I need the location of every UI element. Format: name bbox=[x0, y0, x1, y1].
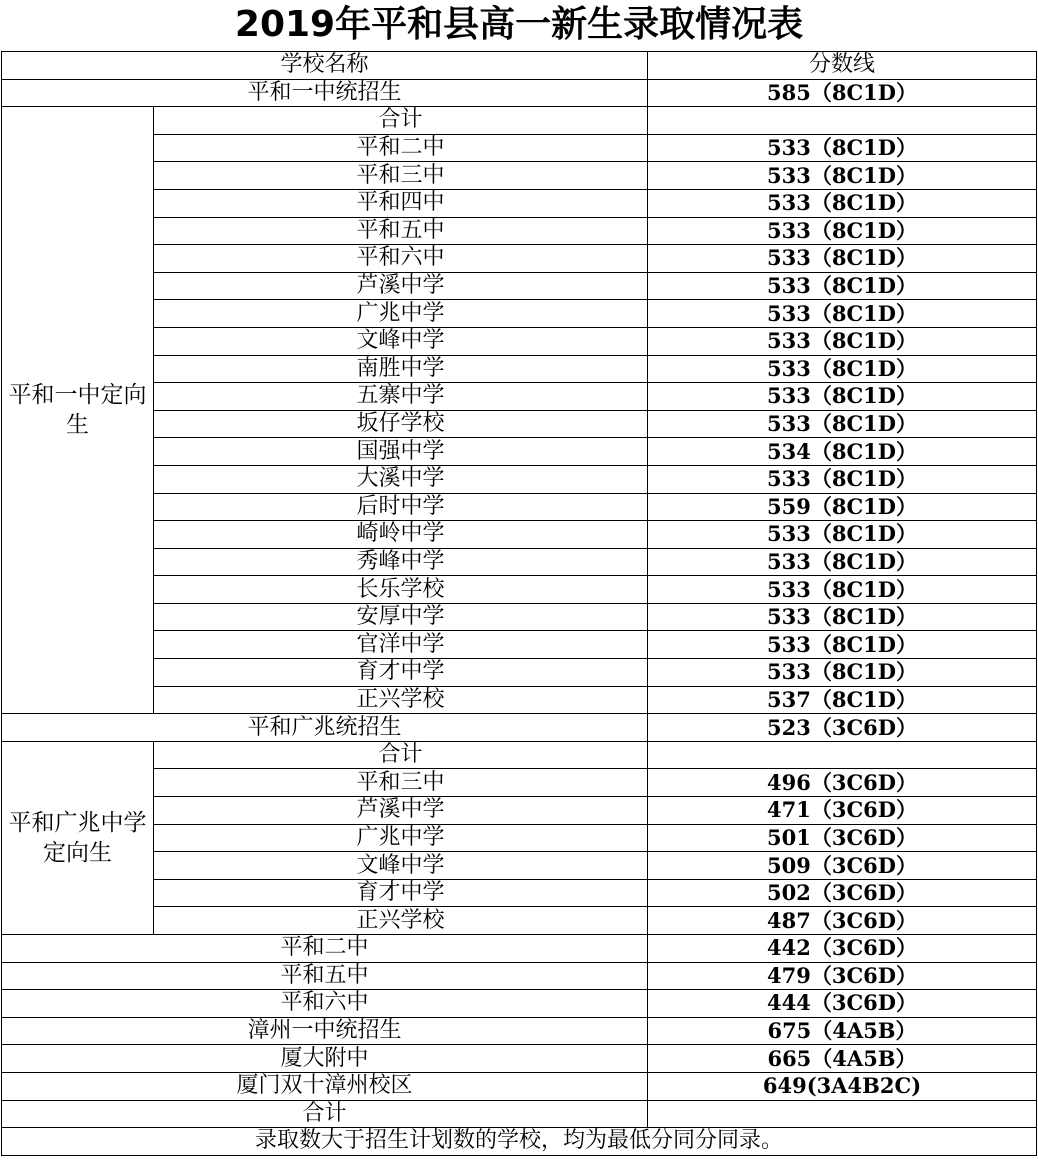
table-row bbox=[2, 355, 1037, 383]
school-name: 芦溪中学 bbox=[154, 797, 648, 825]
score-cell: 533（8C1D） bbox=[648, 245, 1037, 273]
table-row bbox=[2, 631, 1037, 659]
school-name: 平和五中 bbox=[2, 962, 648, 990]
table-row bbox=[2, 79, 1037, 107]
header-school: 学校名称 bbox=[2, 52, 648, 80]
total-label: 合计 bbox=[2, 1100, 648, 1128]
total-label: 合计 bbox=[154, 741, 648, 769]
score-cell: 533（8C1D） bbox=[648, 217, 1037, 245]
table-row bbox=[2, 1017, 1037, 1045]
school-name: 育才中学 bbox=[154, 879, 648, 907]
score-cell: 479（3C6D） bbox=[648, 962, 1037, 990]
school-name: 正兴学校 bbox=[154, 907, 648, 935]
score-cell bbox=[648, 107, 1037, 135]
score-cell bbox=[648, 1100, 1037, 1128]
school-name: 崎岭中学 bbox=[154, 521, 648, 549]
school-name: 芦溪中学 bbox=[154, 272, 648, 300]
score-cell: 533（8C1D） bbox=[648, 162, 1037, 190]
score-cell: 533（8C1D） bbox=[648, 134, 1037, 162]
footnote: 录取数大于招生计划数的学校，均为最低分同分同录。 bbox=[2, 1128, 1037, 1156]
score-cell: 534（8C1D） bbox=[648, 438, 1037, 466]
score-cell: 523（3C6D） bbox=[648, 714, 1037, 742]
table-row bbox=[2, 907, 1037, 935]
school-name: 平和三中 bbox=[154, 162, 648, 190]
table-row bbox=[2, 548, 1037, 576]
score-cell: 444（3C6D） bbox=[648, 990, 1037, 1018]
table-row bbox=[2, 189, 1037, 217]
score-cell: 665（4A5B） bbox=[648, 1045, 1037, 1073]
score-cell: 442（3C6D） bbox=[648, 935, 1037, 963]
table-row bbox=[2, 1100, 1037, 1128]
score-cell: 501（3C6D） bbox=[648, 824, 1037, 852]
school-name: 正兴学校 bbox=[154, 686, 648, 714]
school-name: 厦大附中 bbox=[2, 1045, 648, 1073]
score-cell: 533（8C1D） bbox=[648, 603, 1037, 631]
table-row bbox=[2, 217, 1037, 245]
table-header-row bbox=[2, 52, 1037, 80]
school-name: 厦门双十漳州校区 bbox=[2, 1072, 648, 1100]
table-row bbox=[2, 107, 1037, 135]
table-row bbox=[2, 521, 1037, 549]
school-name: 平和六中 bbox=[154, 245, 648, 273]
school-name: 平和广兆统招生 bbox=[2, 714, 648, 742]
score-cell: 533（8C1D） bbox=[648, 383, 1037, 411]
header-score: 分数线 bbox=[648, 52, 1037, 80]
table-row bbox=[2, 438, 1037, 466]
table-row bbox=[2, 162, 1037, 190]
school-name: 官洋中学 bbox=[154, 631, 648, 659]
table-row bbox=[2, 272, 1037, 300]
total-label: 合计 bbox=[154, 107, 648, 135]
table-row bbox=[2, 134, 1037, 162]
score-cell: 533（8C1D） bbox=[648, 300, 1037, 328]
score-cell: 471（3C6D） bbox=[648, 797, 1037, 825]
table-row bbox=[2, 990, 1037, 1018]
score-cell: 537（8C1D） bbox=[648, 686, 1037, 714]
page-title: 2019年平和县高一新生录取情况表 bbox=[234, 4, 804, 45]
table-row bbox=[2, 465, 1037, 493]
school-name: 五寨中学 bbox=[154, 383, 648, 411]
table-row bbox=[2, 797, 1037, 825]
school-name: 大溪中学 bbox=[154, 465, 648, 493]
table-row bbox=[2, 1072, 1037, 1100]
table-row bbox=[2, 327, 1037, 355]
table-row bbox=[2, 935, 1037, 963]
school-name: 长乐学校 bbox=[154, 576, 648, 604]
table-row bbox=[2, 879, 1037, 907]
school-name: 文峰中学 bbox=[154, 852, 648, 880]
score-cell: 533（8C1D） bbox=[648, 548, 1037, 576]
score-cell: 559（8C1D） bbox=[648, 493, 1037, 521]
school-name: 平和五中 bbox=[154, 217, 648, 245]
school-name: 平和二中 bbox=[154, 134, 648, 162]
table-row bbox=[2, 852, 1037, 880]
score-cell: 533（8C1D） bbox=[648, 355, 1037, 383]
school-name: 秀峰中学 bbox=[154, 548, 648, 576]
group-label: 平和一中定向生 bbox=[2, 107, 154, 714]
school-name: 南胜中学 bbox=[154, 355, 648, 383]
group-label: 平和广兆中学定向生 bbox=[2, 741, 154, 934]
admission-table bbox=[1, 51, 1037, 1156]
score-cell: 496（3C6D） bbox=[648, 769, 1037, 797]
school-name: 后时中学 bbox=[154, 493, 648, 521]
school-name: 广兆中学 bbox=[154, 300, 648, 328]
score-cell bbox=[648, 741, 1037, 769]
school-name: 安厚中学 bbox=[154, 603, 648, 631]
school-name: 平和六中 bbox=[2, 990, 648, 1018]
score-cell: 487（3C6D） bbox=[648, 907, 1037, 935]
school-name: 坂仔学校 bbox=[154, 410, 648, 438]
table-row bbox=[2, 714, 1037, 742]
score-cell: 533（8C1D） bbox=[648, 327, 1037, 355]
table-row bbox=[2, 659, 1037, 687]
table-row bbox=[2, 383, 1037, 411]
school-name: 广兆中学 bbox=[154, 824, 648, 852]
school-name: 漳州一中统招生 bbox=[2, 1017, 648, 1045]
score-cell: 533（8C1D） bbox=[648, 465, 1037, 493]
school-name: 国强中学 bbox=[154, 438, 648, 466]
table-row bbox=[2, 245, 1037, 273]
score-cell: 533（8C1D） bbox=[648, 521, 1037, 549]
score-cell: 502（3C6D） bbox=[648, 879, 1037, 907]
note-row bbox=[2, 1128, 1037, 1156]
school-name: 育才中学 bbox=[154, 659, 648, 687]
score-cell: 675（4A5B） bbox=[648, 1017, 1037, 1045]
score-cell: 533（8C1D） bbox=[648, 659, 1037, 687]
score-cell: 649(3A4B2C) bbox=[648, 1072, 1037, 1100]
school-name: 平和二中 bbox=[2, 935, 648, 963]
table-row bbox=[2, 769, 1037, 797]
school-name: 平和四中 bbox=[154, 189, 648, 217]
table-row bbox=[2, 493, 1037, 521]
table-row bbox=[2, 576, 1037, 604]
score-cell: 533（8C1D） bbox=[648, 272, 1037, 300]
school-name: 平和三中 bbox=[154, 769, 648, 797]
score-cell: 533（8C1D） bbox=[648, 631, 1037, 659]
table-row bbox=[2, 741, 1037, 769]
score-cell: 509（3C6D） bbox=[648, 852, 1037, 880]
table-row bbox=[2, 686, 1037, 714]
table-row bbox=[2, 603, 1037, 631]
table-row bbox=[2, 962, 1037, 990]
table-row bbox=[2, 300, 1037, 328]
score-cell: 533（8C1D） bbox=[648, 189, 1037, 217]
score-cell: 533（8C1D） bbox=[648, 410, 1037, 438]
table-row bbox=[2, 824, 1037, 852]
school-name: 文峰中学 bbox=[154, 327, 648, 355]
table-row bbox=[2, 1045, 1037, 1073]
score-cell: 533（8C1D） bbox=[648, 576, 1037, 604]
score-cell: 585（8C1D） bbox=[648, 79, 1037, 107]
table-row bbox=[2, 410, 1037, 438]
school-name: 平和一中统招生 bbox=[2, 79, 648, 107]
